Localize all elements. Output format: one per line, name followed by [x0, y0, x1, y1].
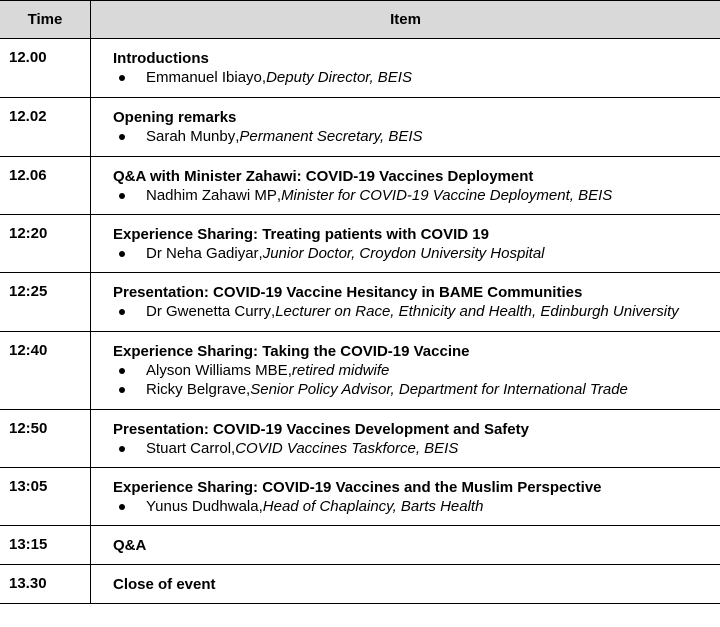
row-item: [113, 575, 216, 594]
speaker-line: [113, 497, 602, 516]
bullet-icon: [119, 251, 125, 257]
row-time: 12:20: [9, 225, 48, 242]
speaker-line: [113, 186, 612, 205]
table-row: [0, 468, 720, 526]
row-item: [113, 49, 412, 87]
bullet-icon: [119, 75, 125, 81]
row-time: 12.00: [9, 49, 47, 66]
speaker-name: Ricky Belgrave: [146, 381, 247, 398]
row-time: 12.02: [9, 108, 47, 125]
session-title: Presentation: COVID-19 Vaccines Development and Safety: [113, 421, 529, 438]
row-time: 12.06: [9, 167, 47, 184]
table-row: [0, 410, 720, 468]
speaker-name: Sarah Munby: [146, 128, 236, 145]
bullet-icon: [119, 368, 125, 374]
separator: ,: [258, 245, 263, 262]
speaker-role: retired midwife: [291, 362, 390, 379]
session-title: Q&A with Minister Zahawi: COVID-19 Vaccines Deployment: [113, 168, 534, 185]
bullet-icon: [119, 387, 125, 393]
session-title: Close of event: [113, 576, 216, 593]
session-title: Introductions: [113, 50, 209, 67]
table-row: [0, 526, 720, 565]
speaker-role: COVID Vaccines Taskforce, BEIS: [235, 440, 459, 457]
speaker-name: Stuart Carrol: [146, 440, 232, 457]
row-item: [113, 342, 628, 399]
speaker-name: Yunus Dudhwala: [146, 498, 259, 515]
bullet-icon: [119, 504, 125, 510]
table-header: [0, 0, 720, 39]
speaker-role: Deputy Director, BEIS: [266, 69, 412, 86]
table-row: [0, 565, 720, 604]
separator: ,: [235, 128, 240, 145]
row-time: 12:50: [9, 420, 48, 437]
table-row: [0, 332, 720, 410]
speaker-line: [113, 380, 628, 399]
row-time: 13.30: [9, 575, 47, 592]
separator: ,: [276, 187, 282, 204]
speaker-role: Permanent Secretary, BEIS: [239, 128, 423, 145]
bullet-icon: [119, 446, 125, 452]
speaker-line: [113, 127, 423, 146]
session-title: Experience Sharing: Taking the COVID-19 Vaccine: [113, 343, 470, 360]
speaker-name: Alyson Williams MBE: [146, 362, 288, 379]
speaker-line: [113, 302, 679, 321]
speaker-line: [113, 244, 545, 263]
separator: ,: [246, 381, 251, 398]
speaker-line: [113, 439, 529, 458]
row-item: [113, 420, 529, 458]
header-time: Time: [27, 11, 63, 28]
session-title: Experience Sharing: Treating patients with COVID 19: [113, 226, 489, 243]
separator: ,: [271, 303, 276, 320]
bullet-icon: [119, 309, 125, 315]
session-title: Q&A: [113, 537, 147, 554]
speaker-name: Nadhim Zahawi MP: [146, 187, 277, 204]
bullet-icon: [119, 193, 125, 199]
speaker-line: [113, 361, 628, 380]
row-time: 13:15: [9, 536, 48, 553]
session-title: Experience Sharing: COVID-19 Vaccines and the Muslim Perspective: [113, 479, 602, 496]
column-divider: [90, 0, 91, 604]
speaker-role: Senior Policy Advisor, Department for International Trade: [250, 381, 628, 398]
header-item: Item: [390, 11, 421, 28]
table-row: [0, 39, 720, 98]
table-row: [0, 157, 720, 215]
row-item: [113, 536, 146, 555]
row-time: 12:40: [9, 342, 48, 359]
speaker-role: Lecturer on Race, Ethnicity and Health, Edinburgh University: [275, 303, 679, 320]
session-title: Presentation: COVID-19 Vaccine Hesitancy in BAME Communities: [113, 284, 583, 301]
row-time: 12:25: [9, 283, 48, 300]
bullet-icon: [119, 134, 125, 140]
table-row: [0, 98, 720, 157]
speaker-name: Emmanuel Ibiayo: [146, 69, 262, 86]
row-item: [113, 478, 602, 516]
table-body: [0, 39, 720, 604]
separator: ,: [261, 69, 267, 86]
separator: ,: [231, 440, 236, 457]
speaker-name: Dr Gwenetta Curry: [146, 303, 272, 320]
speaker-role: Junior Doctor, Croydon University Hospital: [262, 245, 545, 262]
row-item: [113, 167, 612, 205]
row-item: [113, 108, 423, 146]
table-row: [0, 215, 720, 273]
speaker-line: [113, 68, 412, 87]
speaker-role: Head of Chaplaincy, Barts Health: [262, 498, 484, 515]
speaker-name: Dr Neha Gadiyar: [146, 245, 259, 262]
speaker-role: Minister for COVID-19 Vaccine Deployment, BEIS: [281, 187, 613, 204]
session-title: Opening remarks: [113, 109, 237, 126]
row-item: [113, 225, 545, 263]
separator: ,: [258, 498, 263, 515]
row-time: 13:05: [9, 478, 48, 495]
row-item: [113, 283, 679, 321]
table-row: [0, 273, 720, 332]
separator: ,: [287, 362, 292, 379]
